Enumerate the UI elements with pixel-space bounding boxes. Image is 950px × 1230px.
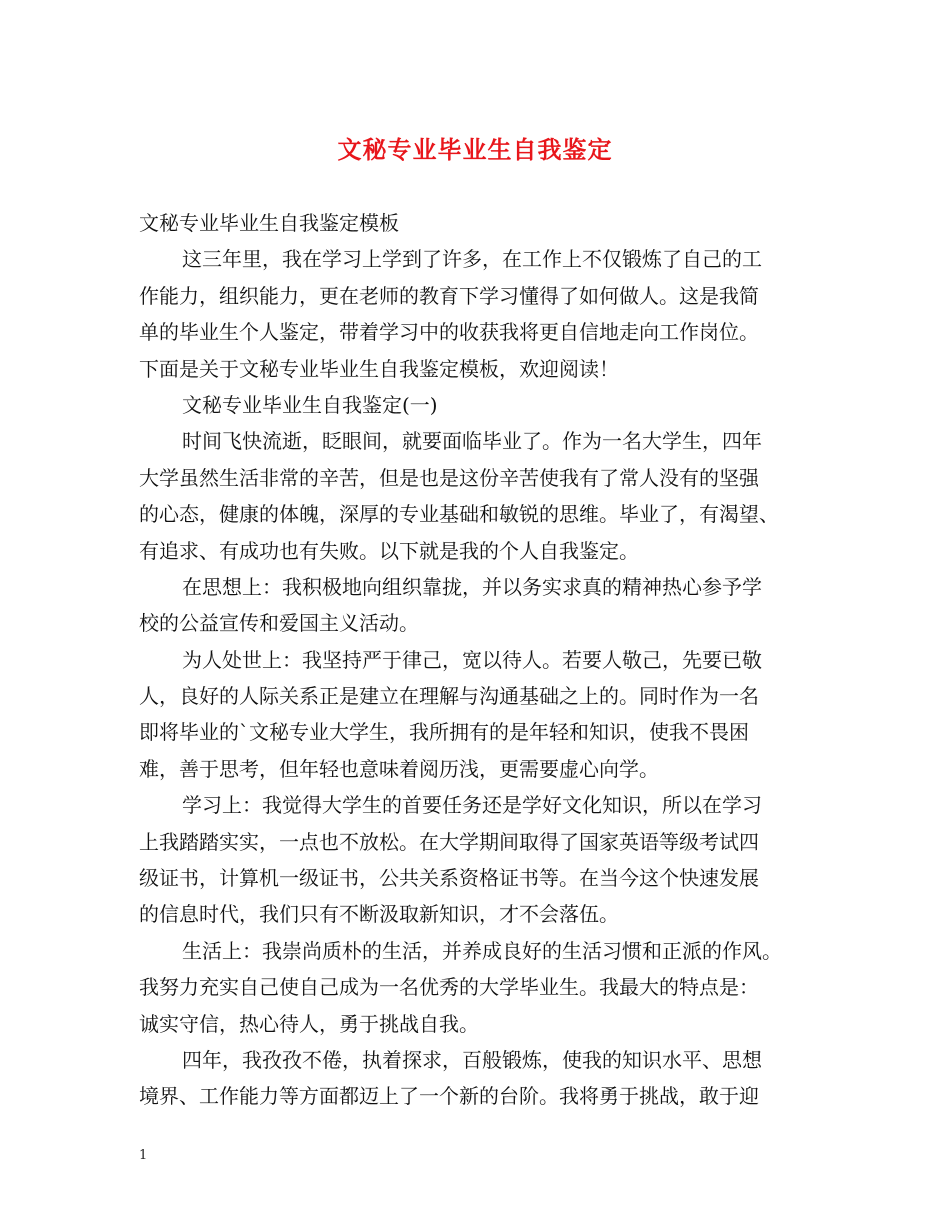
document-title: 文秘专业毕业生自我鉴定 [337, 135, 613, 164]
text-line: 这三年里，我在学习上学到了许多，在工作上不仅锻炼了自己的工 [182, 247, 762, 272]
text-line: 我努力充实自己使自己成为一名优秀的大学毕业生。我最大的特点是： [139, 975, 759, 1000]
text-line: 诚实守信，热心待人，勇于挑战自我。 [139, 1011, 479, 1036]
text-line: 境界、工作能力等方面都迈上了一个新的台阶。我将勇于挑战，敢于迎 [139, 1084, 759, 1109]
text-line: 的信息时代，我们只有不断汲取新知识，才不会落伍。 [139, 902, 619, 927]
text-line: 即将毕业的`文秘专业大学生，我所拥有的是年轻和知识，使我不畏困 [139, 720, 749, 745]
text-line: 校的公益宣传和爱国主义活动。 [139, 611, 419, 636]
text-line: 的心态，健康的体魄，深厚的专业基础和敏锐的思维。毕业了，有渴望、 [139, 502, 779, 527]
text-line: 大学虽然生活非常的辛苦，但是也是这份辛苦使我有了常人没有的坚强 [139, 465, 759, 490]
text-line: 为人处世上：我坚持严于律己，宽以待人。若要人敬己，先要已敬 [182, 647, 762, 672]
text-line: 单的毕业生个人鉴定，带着学习中的收获我将更自信地走向工作岗位。 [139, 320, 759, 345]
text-line: 上我踏踏实实，一点也不放松。在大学期间取得了国家英语等级考试四 [139, 829, 759, 854]
page-number: 1 [139, 1148, 148, 1163]
text-line: 学习上：我觉得大学生的首要任务还是学好文化知识，所以在学习 [182, 793, 762, 818]
text-line: 时间飞快流逝，眨眼间，就要面临毕业了。作为一名大学生，四年 [182, 429, 762, 454]
text-line: 难，善于思考，但年轻也意味着阅历浅，更需要虚心向学。 [139, 756, 659, 781]
text-line: 在思想上：我积极地向组织靠拢，并以务实求真的精神热心参予学 [182, 574, 762, 599]
text-line: 作能力，组织能力，更在老师的教育下学习懂得了如何做人。这是我简 [139, 283, 759, 308]
text-line: 文秘专业毕业生自我鉴定(一) [182, 392, 438, 417]
text-line: 人，良好的人际关系正是建立在理解与沟通基础之上的。同时作为一名 [139, 684, 759, 709]
text-line: 下面是关于文秘专业毕业生自我鉴定模板，欢迎阅读！ [139, 356, 619, 381]
text-line: 生活上：我崇尚质朴的生活，并养成良好的生活习惯和正派的作风。 [182, 938, 782, 963]
document-body [139, 205, 819, 1115]
text-line: 四年，我孜孜不倦，执着探求，百般锻炼，使我的知识水平、思想 [182, 1047, 762, 1072]
text-line: 有追求、有成功也有失败。以下就是我的个人自我鉴定。 [139, 538, 639, 563]
text-line: 级证书，计算机一级证书，公共关系资格证书等。在当今这个快速发展 [139, 866, 759, 891]
text-line: 文秘专业毕业生自我鉴定模板 [139, 211, 399, 235]
